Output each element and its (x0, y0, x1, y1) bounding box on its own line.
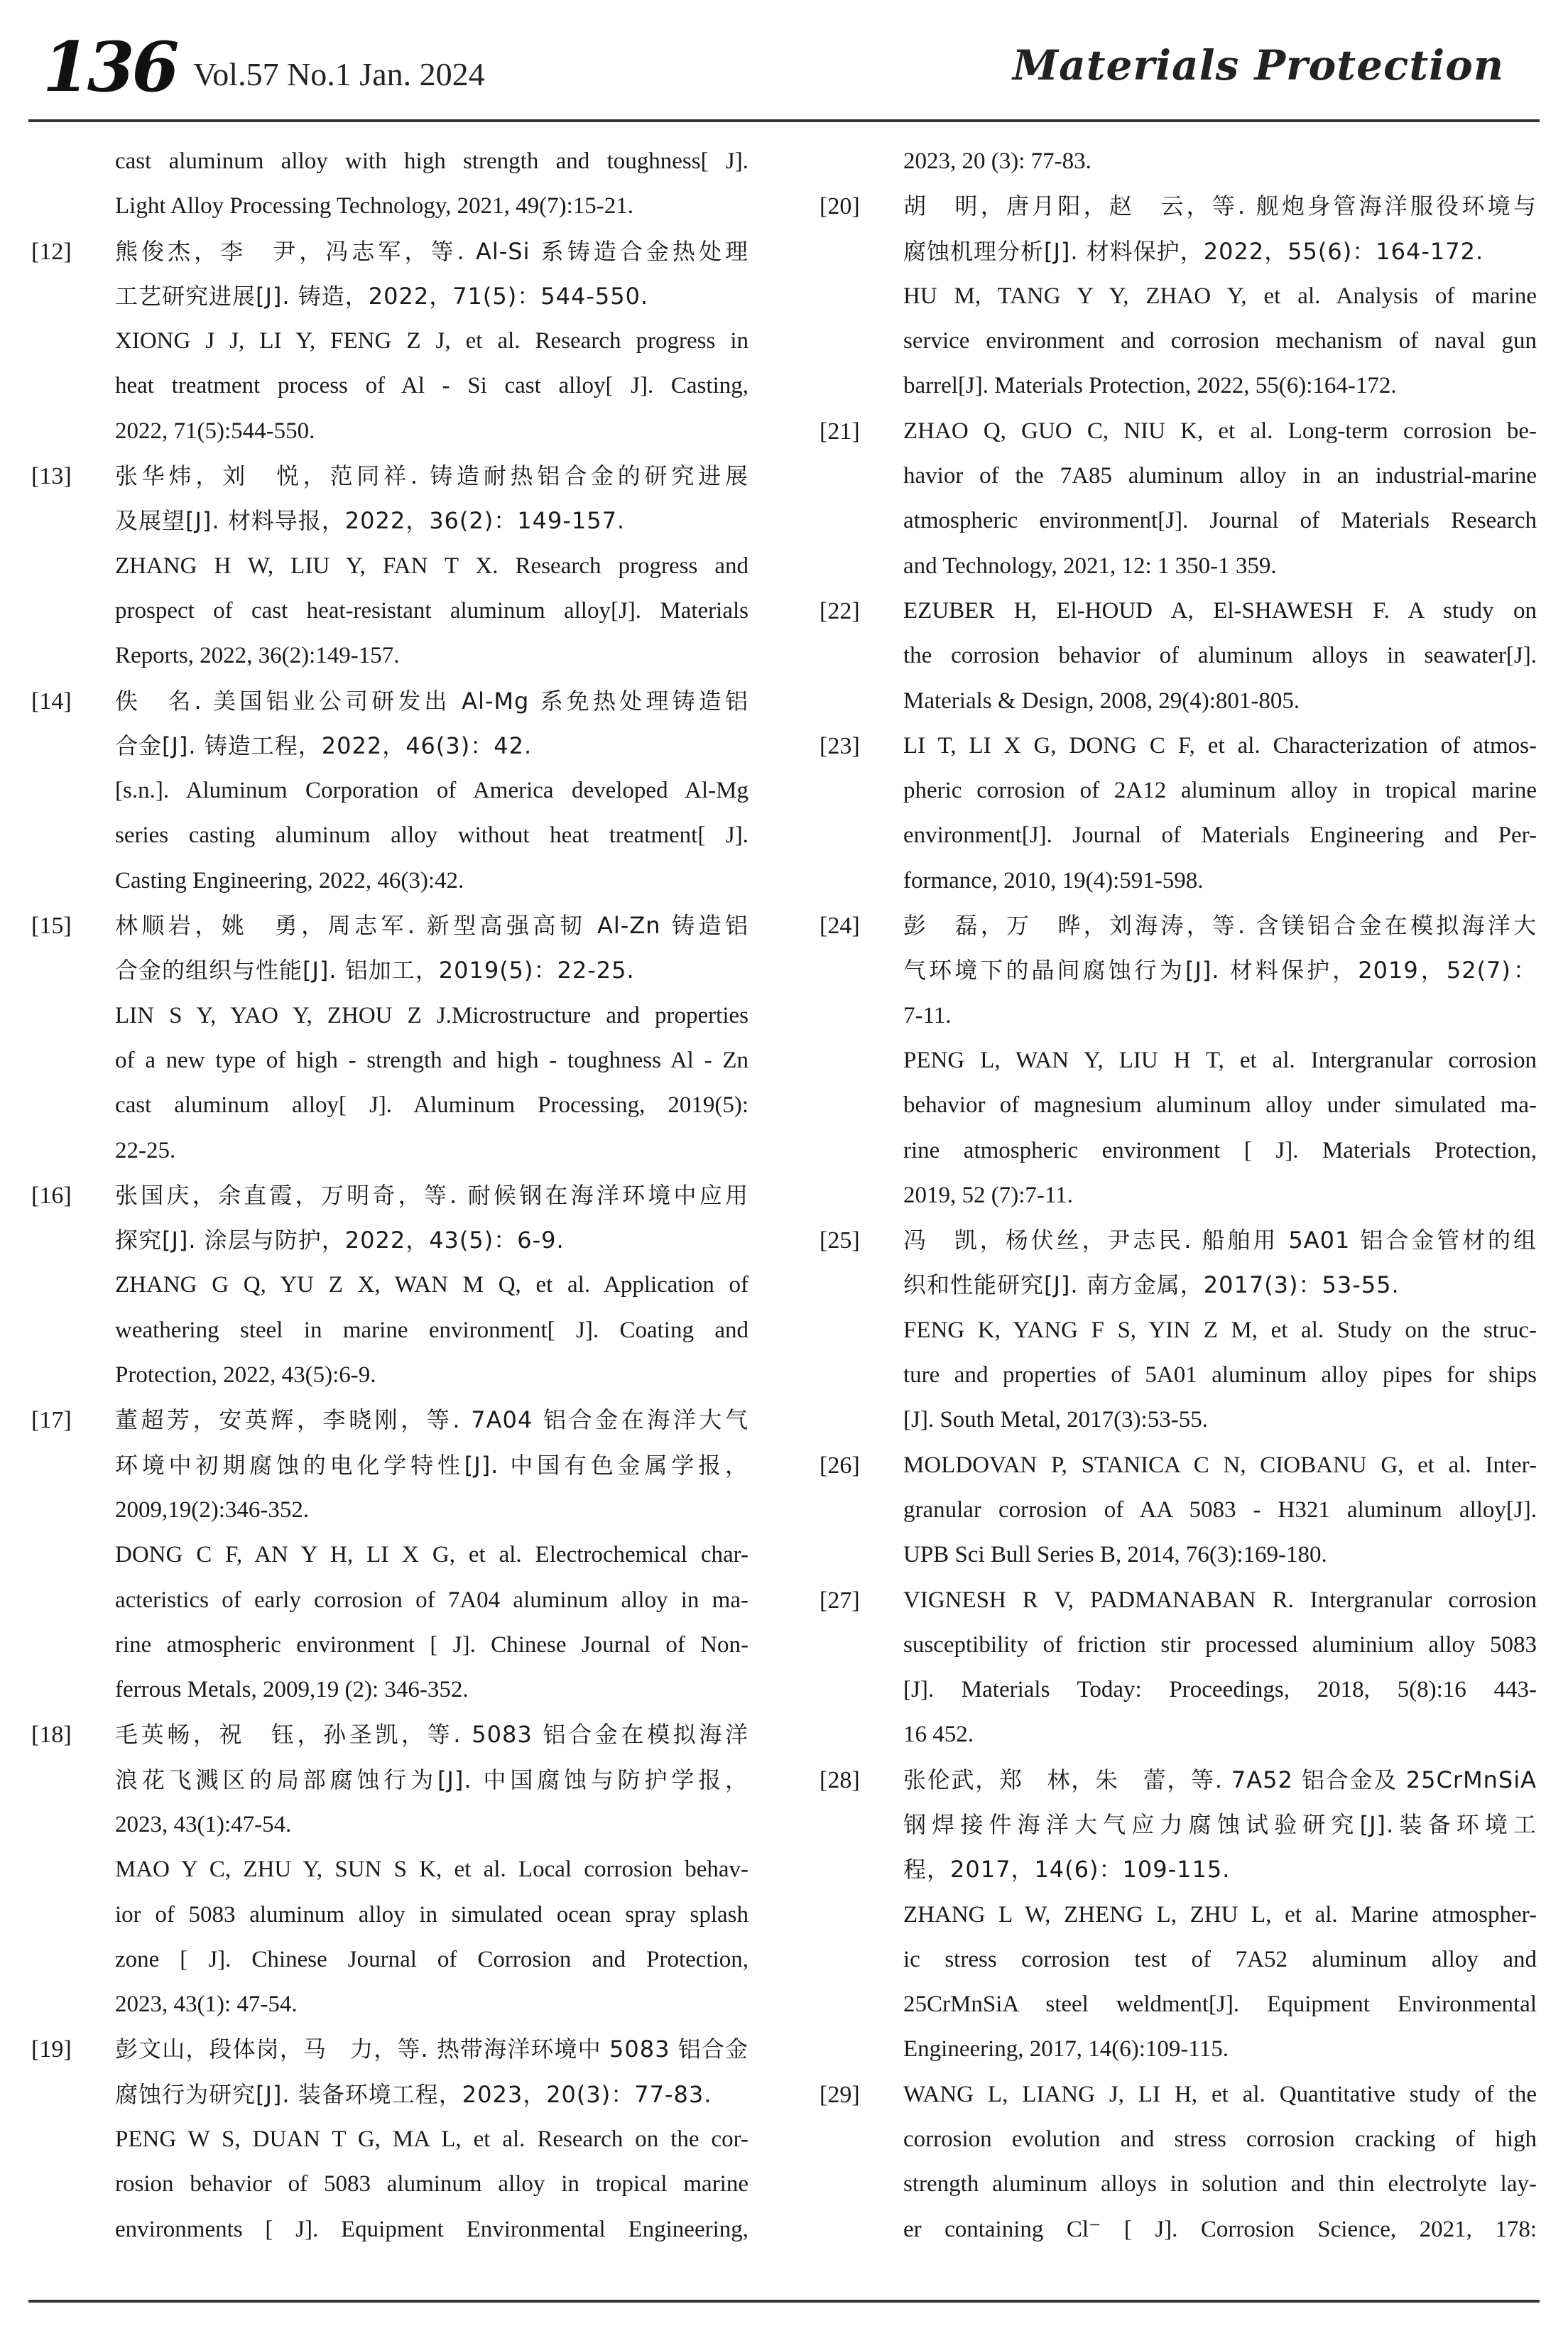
reference-line: and Technology, 2021, 12: 1 350-1 359. (903, 553, 1277, 579)
reference-line: ZHAO Q, GUO C, NIU K, et al. Long-term corrosion be- (903, 418, 1537, 444)
reference-line: 毛英畅，祝 钰，孙圣凯，等. 5083 铝合金在模拟海洋 (115, 1721, 748, 1749)
reference-line: Engineering, 2017, 14(6):109-115. (903, 2036, 1229, 2063)
reference-line: the corrosion behavior of aluminum alloys in seawater[J]. (903, 643, 1537, 669)
reference-line: 冯 凯，杨伏丝，尹志民. 船舶用 5A01 铝合金管材的组 (903, 1227, 1537, 1254)
reference-entry (31, 2027, 748, 2251)
reference-line: havior of the 7A85 aluminum alloy in an industrial-marine (903, 463, 1537, 489)
reference-line: 2009,19(2):346-352. (115, 1496, 310, 1523)
reference-entry (31, 1398, 748, 1712)
reference-line: cast aluminum alloy[ J]. Aluminum Processing, 2019(5): (115, 1092, 748, 1119)
reference-line: PENG W S, DUAN T G, MA L, et al. Research on the cor- (115, 2126, 748, 2153)
reference-line: Materials & Design, 2008, 29(4):801-805. (903, 688, 1300, 714)
reference-line: 胡 明，唐月阳，赵 云，等. 舰炮身管海洋服役环境与 (903, 192, 1537, 220)
reference-line: 钢焊接件海洋大气应力腐蚀试验研究[J].装备环境工 (903, 1810, 1537, 1838)
reference-line: 熊俊杰，李 尹，冯志军，等. Al-Si 系铸造合金热处理 (115, 237, 748, 265)
reference-line: 环境中初期腐蚀的电化学特性[J]. 中国有色金属学报， (115, 1451, 748, 1479)
reference-line: rine atmospheric environment [ J]. Chinese Journal of Non- (115, 1631, 748, 1658)
footer-rule (28, 2300, 1540, 2303)
reference-number: [22] (820, 597, 860, 624)
reference-line: VIGNESH R V, PADMANABAN R. Intergranular corrosion (903, 1587, 1537, 1613)
reference-line: 张伦武，郑 林，朱 蕾，等. 7A52 铝合金及 25CrMnSiA (903, 1766, 1537, 1793)
reference-line: ZHANG L W, ZHENG L, ZHU L, et al. Marine atmospher- (903, 1901, 1537, 1928)
reference-number: [28] (820, 1766, 860, 1793)
reference-line: service environment and corrosion mechanism of naval gun (903, 328, 1537, 354)
reference-number: [17] (31, 1407, 72, 1434)
reference-line: 2023, 20 (3): 77-83. (903, 148, 1091, 174)
reference-line: er containing Cl⁻ [ J]. Corrosion Science, 2021, 178: (903, 2216, 1537, 2242)
reference-number: [24] (820, 913, 860, 940)
reference-number: [25] (820, 1227, 860, 1254)
reference-line: 2023, 43(1): 47-54. (115, 1992, 298, 2018)
reference-line: UPB Sci Bull Series B, 2014, 76(3):169-180. (903, 1542, 1327, 1568)
reference-line: Light Alloy Processing Technology, 2021, 49(7):15-21. (115, 193, 634, 219)
reference-line: [J]. South Metal, 2017(3):53-55. (903, 1407, 1208, 1433)
reference-entry (31, 1173, 748, 1398)
reference-line: environment[J]. Journal of Materials Engineering and Per- (903, 822, 1537, 849)
reference-line: 林顺岩，姚 勇，周志军. 新型高强高韧 Al-Zn 铸造铝 (115, 912, 748, 940)
reference-column-right (820, 139, 1537, 2252)
reference-line: 2022, 71(5):544-550. (115, 418, 315, 444)
reference-entry (820, 1443, 1537, 1578)
reference-line: ferrous Metals, 2009,19 (2): 346-352. (115, 1677, 469, 1703)
journal-name: Materials Protection (1012, 41, 1504, 89)
reference-line: XIONG J J, LI Y, FENG Z J, et al. Research progress in (115, 328, 748, 354)
reference-line: HU M, TANG Y Y, ZHAO Y, et al. Analysis of marine (903, 283, 1537, 309)
page-header (0, 0, 1568, 135)
reference-line: pheric corrosion of 2A12 aluminum alloy in tropical marine (903, 778, 1537, 804)
reference-line: atmospheric environment[J]. Journal of Materials Research (903, 508, 1537, 534)
reference-line: 彭 磊，万 晔，刘海涛，等. 含镁铝合金在模拟海洋大 (903, 912, 1537, 940)
reference-entry (31, 679, 748, 903)
reference-line: 腐蚀行为研究[J]. 装备环境工程，2023，20(3)：77-83. (115, 2080, 712, 2108)
reference-line: 2023, 43(1):47-54. (115, 1811, 292, 1837)
reference-line: weathering steel in marine environment[ J]. Coating and (115, 1317, 748, 1343)
reference-entry (820, 1758, 1537, 2072)
reference-line: 织和性能研究[J]. 南方金属，2017(3)：53-55. (903, 1271, 1400, 1299)
issue-info: Vol.57 No.1 Jan. 2024 (193, 56, 485, 92)
reference-line: series casting aluminum alloy without heat treatment[ J]. (115, 822, 748, 849)
reference-line: susceptibility of friction stir processed aluminium alloy 5083 (903, 1631, 1537, 1658)
reference-line: 探究[J]. 涂层与防护，2022，43(5)：6-9. (115, 1227, 565, 1254)
reference-line: rine atmospheric environment [ J]. Materials Protection, (903, 1137, 1537, 1163)
reference-line: corrosion evolution and stress corrosion cracking of high (903, 2126, 1537, 2153)
reference-line: 合金的组织与性能[J]. 铝加工，2019(5)：22-25. (115, 957, 635, 984)
reference-line: 25CrMnSiA steel weldment[J]. Equipment Environmental (903, 1992, 1537, 2018)
reference-line: 张华炜，刘 悦，范同祥. 铸造耐热铝合金的研究进展 (115, 462, 748, 490)
reference-line: zone [ J]. Chinese Journal of Corrosion and Protection, (115, 1946, 748, 1972)
reference-line: ior of 5083 aluminum alloy in simulated ocean spray splash (115, 1901, 748, 1928)
reference-line: MOLDOVAN P, STANICA C N, CIOBANU G, et al. Inter- (903, 1452, 1537, 1478)
reference-line: ZHANG H W, LIU Y, FAN T X. Research progress and (115, 553, 748, 579)
reference-entry (31, 454, 748, 678)
reference-line: 22-25. (115, 1137, 176, 1163)
reference-line: DONG C F, AN Y H, LI X G, et al. Electrochemical char- (115, 1542, 748, 1568)
reference-line: 佚 名. 美国铝业公司研发出 Al-Mg 系免热处理铸造铝 (115, 687, 748, 714)
reference-line: Reports, 2022, 36(2):149-157. (115, 643, 400, 669)
reference-line: PENG L, WAN Y, LIU H T, et al. Intergranular corrosion (903, 1047, 1537, 1073)
reference-line: [J]. Materials Today: Proceedings, 2018, 5(8):16 443- (903, 1677, 1537, 1703)
reference-line: 张国庆，余直霞，万明奇，等. 耐候钢在海洋环境中应用 (115, 1181, 748, 1209)
reference-line: cast aluminum alloy with high strength and toughness[ J]. (115, 148, 748, 174)
reference-entry (820, 2072, 1537, 2252)
reference-line: behavior of magnesium aluminum alloy under simulated ma- (903, 1092, 1537, 1119)
reference-line: EZUBER H, El-HOUD A, El-SHAWESH F. A study on (903, 597, 1537, 624)
reference-line: formance, 2010, 19(4):591-598. (903, 867, 1204, 893)
reference-line: 董超芳，安英辉，李晓刚，等. 7A04 铝合金在海洋大气 (115, 1406, 748, 1434)
reference-line: strength aluminum alloys in solution and thin electrolyte lay- (903, 2171, 1537, 2197)
reference-number: [13] (31, 463, 72, 490)
reference-line: MAO Y C, ZHU Y, SUN S K, et al. Local corrosion behav- (115, 1857, 748, 1883)
reference-line: environments [ J]. Equipment Environmental Engineering, (115, 2216, 748, 2242)
reference-line: acteristics of early corrosion of 7A04 aluminum alloy in ma- (115, 1587, 748, 1613)
reference-line: 程，2017，14(6)：109-115. (903, 1856, 1231, 1884)
reference-line: LIN S Y, YAO Y, ZHOU Z J.Microstructure and properties (115, 1002, 748, 1028)
reference-number: [14] (31, 688, 72, 714)
reference-number: [29] (820, 2081, 860, 2108)
reference-number: [20] (820, 193, 860, 220)
reference-entry (820, 589, 1537, 724)
reference-number: [16] (31, 1182, 72, 1209)
reference-line: 工艺研究进展[J]. 铸造，2022，71(5)：544-550. (115, 282, 649, 310)
reference-line: heat treatment process of Al - Si cast alloy[ J]. Casting, (115, 373, 748, 399)
reference-number: [18] (31, 1722, 72, 1749)
reference-line: ture and properties of 5A01 aluminum alloy pipes for ships (903, 1362, 1537, 1389)
reference-line: 浪花飞溅区的局部腐蚀行为[J]. 中国腐蚀与防护学报， (115, 1766, 748, 1793)
reference-line: Protection, 2022, 43(5):6-9. (115, 1362, 376, 1389)
reference-entry (31, 229, 748, 454)
reference-number: [12] (31, 238, 72, 265)
reference-line: 16 452. (903, 1722, 974, 1748)
reference-line: granular corrosion of AA 5083 - H321 aluminum alloy[J]. (903, 1496, 1537, 1523)
reference-entry (820, 724, 1537, 903)
reference-line: 气环境下的晶间腐蚀行为[J]. 材料保护，2019，52(7)： (903, 957, 1537, 984)
reference-line: 彭文山，段体岗，马 力，等. 热带海洋环境中 5083 铝合金 (115, 2036, 748, 2063)
reference-entry (820, 1218, 1537, 1442)
reference-number: [26] (820, 1452, 860, 1479)
reference-number: [23] (820, 732, 860, 759)
reference-entry (31, 903, 748, 1173)
reference-line: prospect of cast heat-resistant aluminum alloy[J]. Materials (115, 597, 748, 624)
reference-line: LI T, LI X G, DONG C F, et al. Characterization of atmos- (903, 732, 1537, 759)
reference-line: ZHANG G Q, YU Z X, WAN M Q, et al. Application of (115, 1272, 748, 1298)
reference-line: of a new type of high - strength and high - toughness Al - Zn (115, 1047, 748, 1073)
reference-line: 腐蚀机理分析[J]. 材料保护，2022，55(6)：164-172. (903, 237, 1484, 265)
reference-line: 及展望[J]. 材料导报，2022，36(2)：149-157. (115, 507, 626, 535)
reference-line: 合金[J]. 铸造工程，2022，46(3)：42. (115, 732, 533, 759)
reference-number: [27] (820, 1587, 860, 1614)
reference-line: 7-11. (903, 1002, 952, 1028)
reference-line: rosion behavior of 5083 aluminum alloy in tropical marine (115, 2171, 748, 2197)
reference-line: 2019, 52 (7):7-11. (903, 1182, 1073, 1208)
reference-entry (820, 184, 1537, 408)
reference-entry (820, 903, 1537, 1218)
header-rule (28, 119, 1540, 122)
reference-line: Casting Engineering, 2022, 46(3):42. (115, 867, 464, 893)
reference-entry (31, 139, 748, 229)
reference-line: [s.n.]. Aluminum Corporation of America developed Al-Mg (115, 778, 748, 804)
reference-entry (820, 1578, 1537, 1758)
reference-line: WANG L, LIANG J, LI H, et al. Quantitative study of the (903, 2081, 1537, 2107)
reference-entry (31, 1712, 748, 2027)
reference-number: [15] (31, 913, 72, 940)
reference-number: [21] (820, 418, 860, 445)
reference-column-left (31, 139, 748, 2252)
reference-line: barrel[J]. Materials Protection, 2022, 55(6):164-172. (903, 373, 1397, 399)
reference-number: [19] (31, 2036, 72, 2063)
reference-line: ic stress corrosion test of 7A52 aluminum alloy and (903, 1946, 1537, 1972)
page-number: 136 (43, 27, 177, 107)
reference-entry (820, 139, 1537, 184)
reference-entry (820, 409, 1537, 589)
reference-line: FENG K, YANG F S, YIN Z M, et al. Study on the struc- (903, 1317, 1537, 1343)
